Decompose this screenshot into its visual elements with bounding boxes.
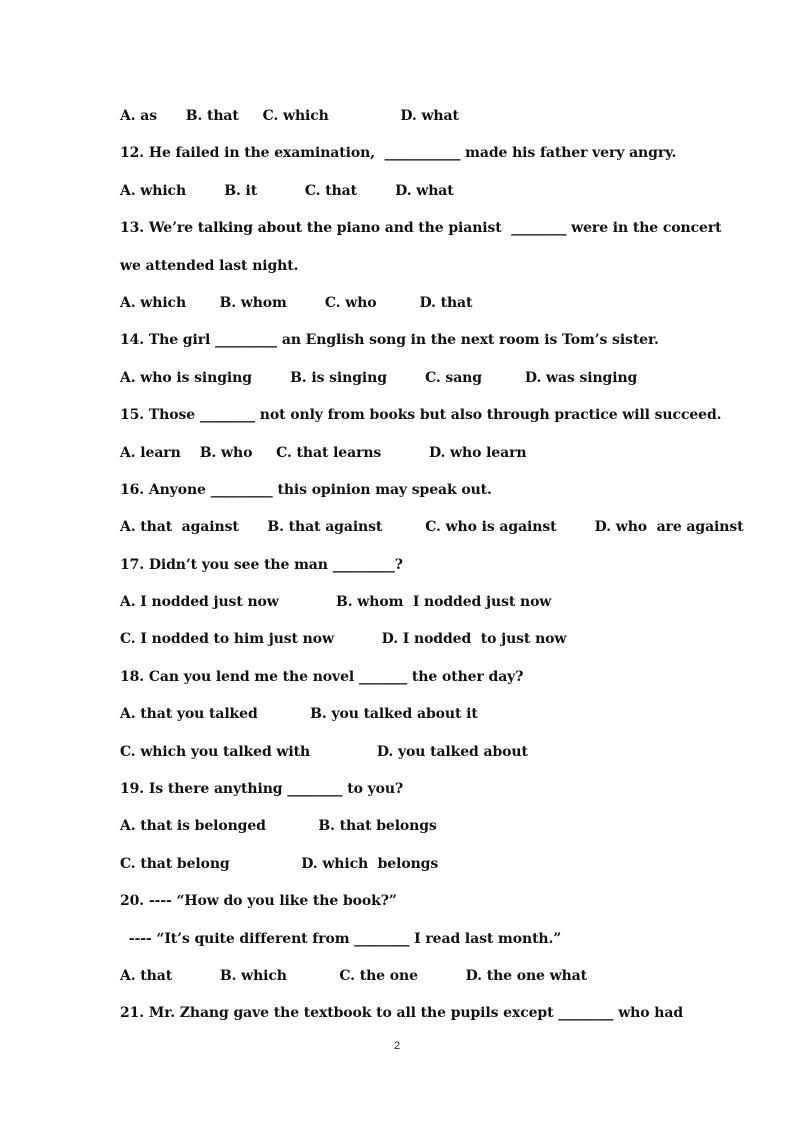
option-line: A. that is belonged B. that belongs [120,818,437,835]
question-13-continued: we attended last night. [120,257,299,274]
question-16: 16. Anyone _________ this opinion may speak out. [120,481,492,498]
question-13: 13. We’re talking about the piano and the pianist ________ were in the concert [120,220,722,237]
option-line: A. I nodded just now B. whom I nodded just now [120,594,552,611]
question-12: 12. He failed in the examination, ___________ made his father very angry. [120,145,677,162]
option-line: A. who is singing B. is singing C. sang D. was singing [120,369,638,386]
question-14: 14. The girl _________ an English song in the next room is Tom’s sister. [120,332,659,349]
option-line: C. which you talked with D. you talked about [120,743,528,760]
option-line: C. I nodded to him just now D. I nodded to just now [120,631,567,648]
question-15: 15. Those ________ not only from books but also through practice will succeed. [120,407,722,424]
question-20: 20. ---- “How do you like the book?” [120,893,397,910]
question-17: 17. Didn’t you see the man _________? [120,556,403,573]
option-line: A. that against B. that against C. who is against D. who are against [120,519,744,536]
question-18: 18. Can you lend me the novel _______ the other day? [120,668,524,685]
option-line: A. learn B. who C. that learns D. who learn [120,444,527,461]
question-19: 19. Is there anything ________ to you? [120,781,404,798]
option-line: C. that belong D. which belongs [120,855,439,872]
option-line: A. as B. that C. which D. what [120,108,459,124]
page-number: 2 [393,1040,401,1052]
question-list [120,104,744,1039]
question-20-reply: ---- “It’s quite different from ________ I read last month.” [124,930,562,947]
question-21: 21. Mr. Zhang gave the textbook to all the pupils except ________ who had [120,1005,684,1022]
option-line: A. which B. it C. that D. what [120,182,454,199]
option-line: A. which B. whom C. who D. that [120,294,473,311]
option-line: A. that B. which C. the one D. the one what [120,967,588,984]
option-line: A. that you talked B. you talked about it [120,706,478,723]
